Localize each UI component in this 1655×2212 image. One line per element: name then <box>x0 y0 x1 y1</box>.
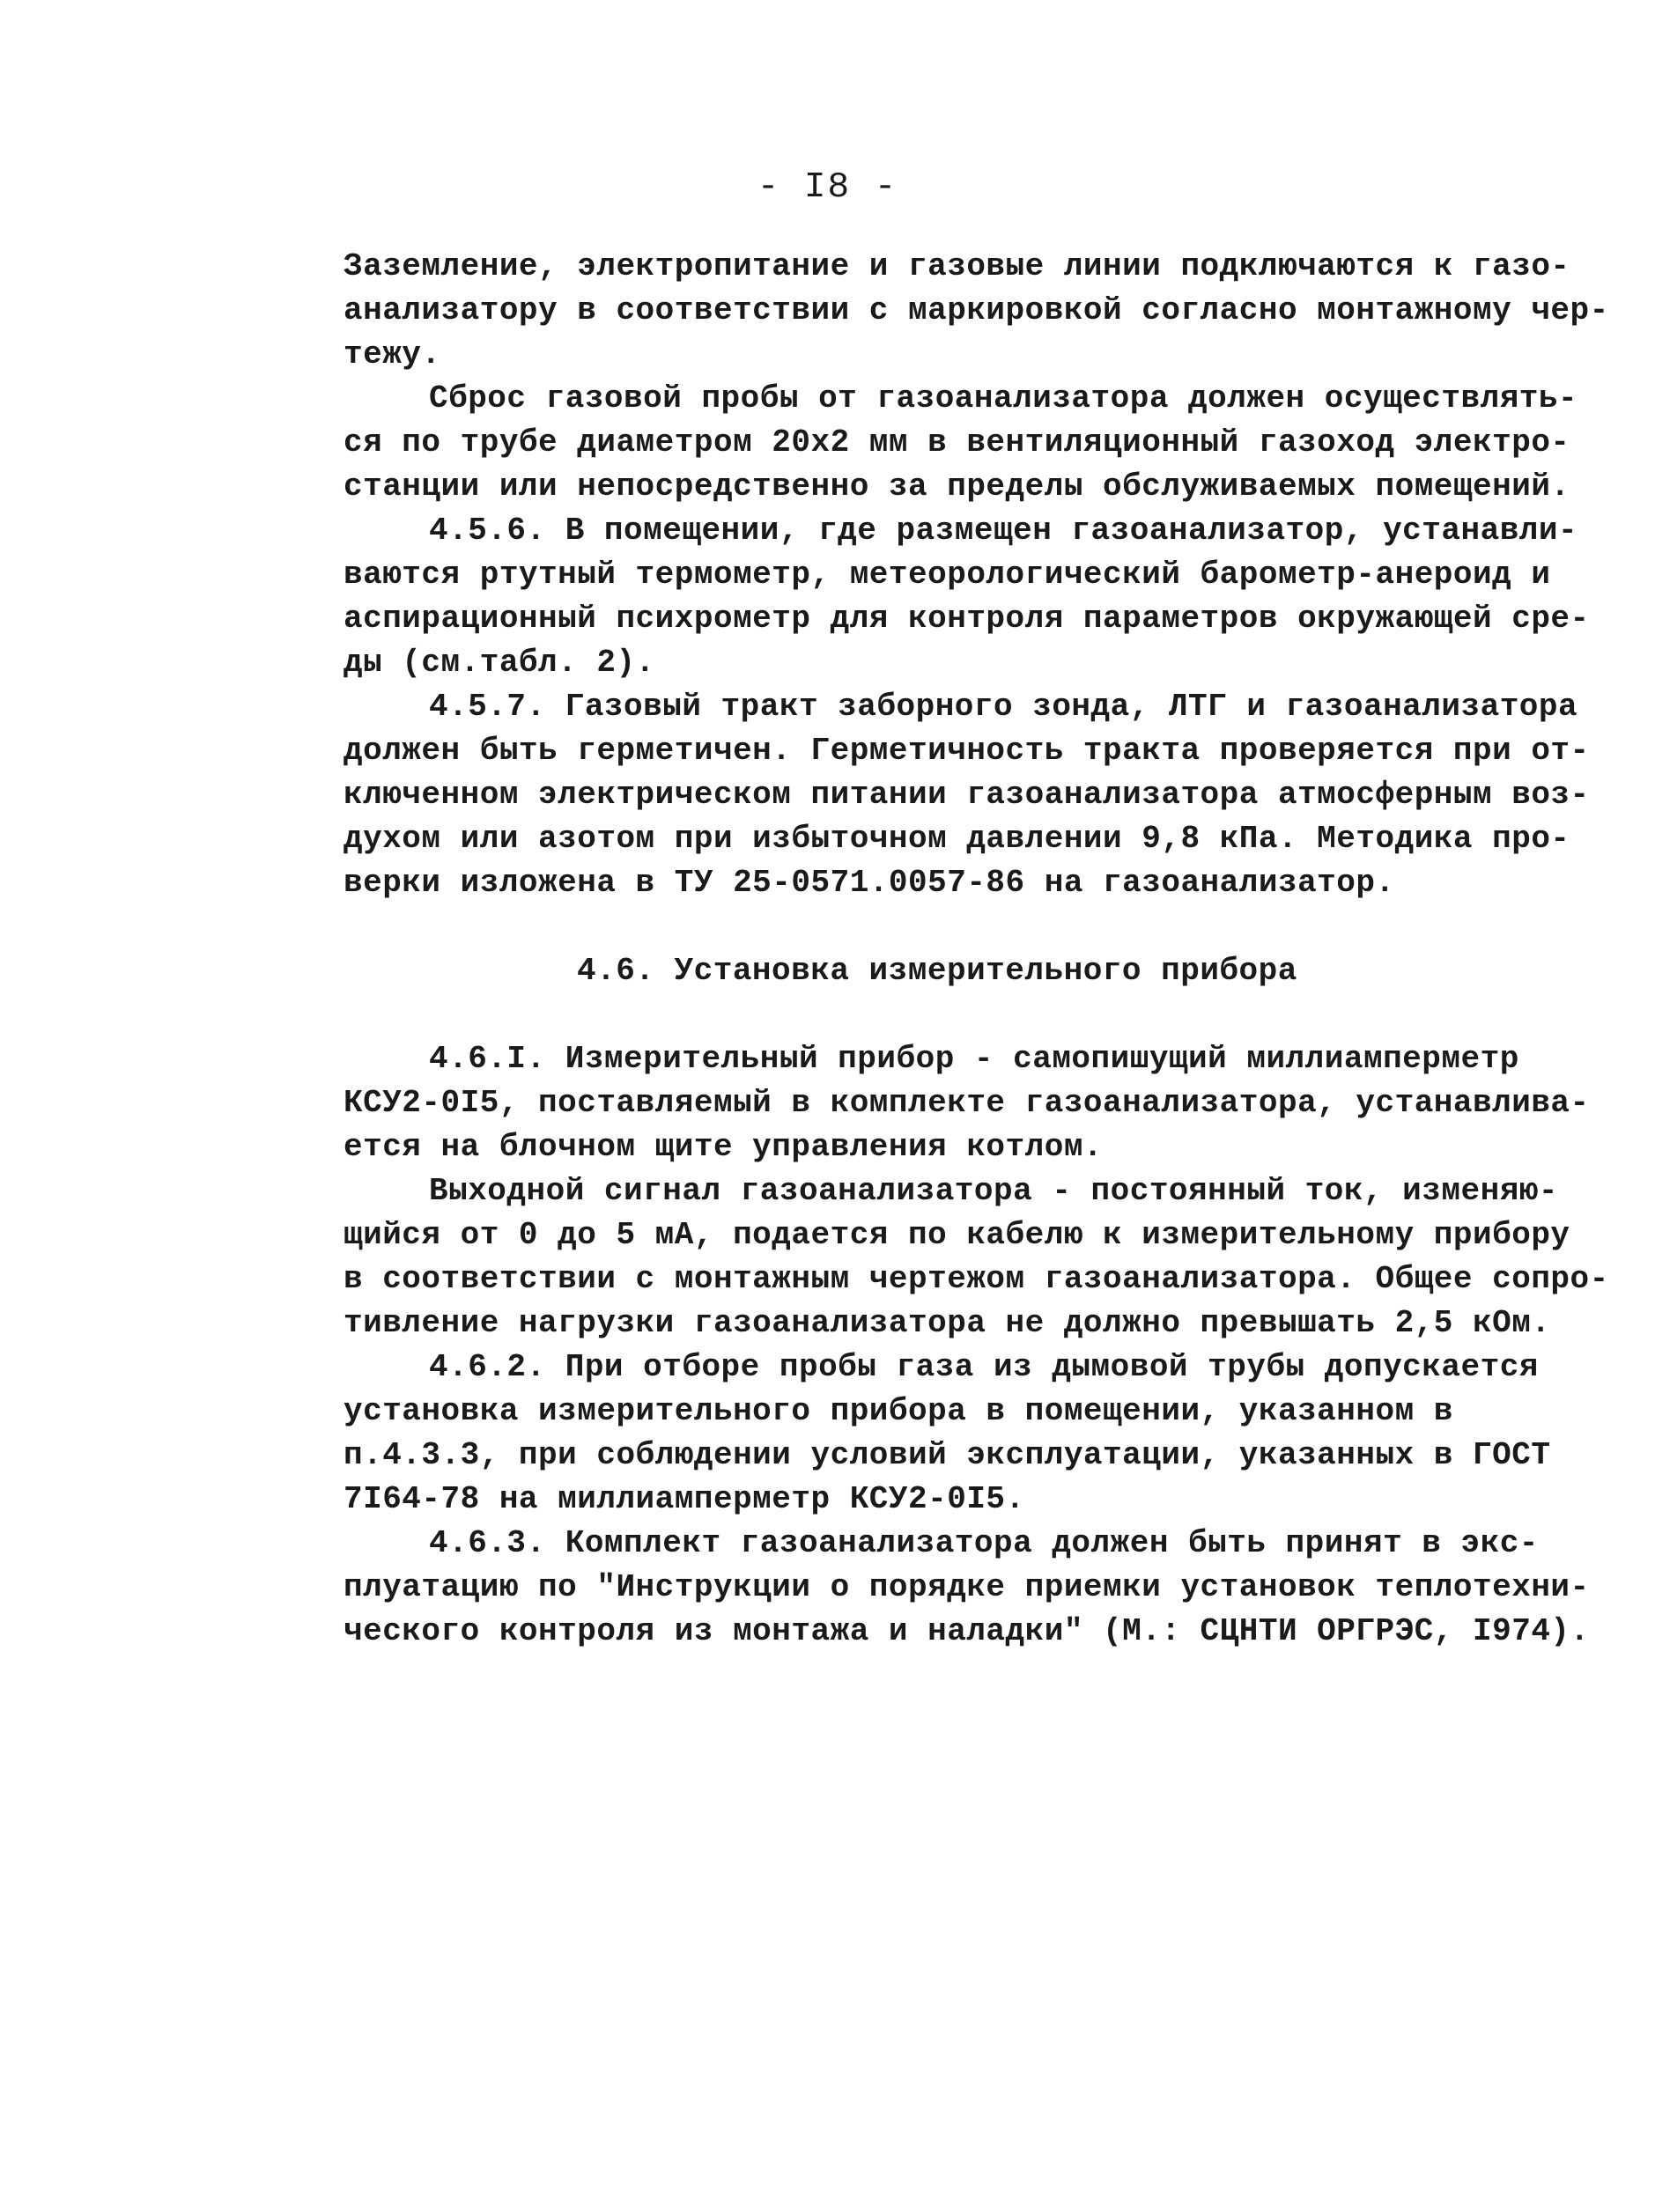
text-line: ется на блочном щите управления котлом. <box>344 1129 1104 1165</box>
text-line: ключенном электрическом питании газоанализатора атмосферным воз- <box>344 777 1590 813</box>
text-line: духом или азотом при избыточном давлении 9,8 кПа. Методика про- <box>344 821 1570 857</box>
text-line: щийся от 0 до 5 мА, подается по кабелю к измерительному прибору <box>344 1217 1570 1253</box>
text-line: 4.5.7. Газовый тракт заборного зонда, ЛТГ и газоанализатора <box>429 689 1578 725</box>
page-number: - I8 - <box>757 167 898 208</box>
text-line: станции или непосредственно за пределы обслуживаемых помещений. <box>344 468 1570 505</box>
text-line: Заземление, электропитание и газовые линии подключаются к газо- <box>344 248 1570 284</box>
text-line: 4.6.I. Измерительный прибор - самопишущий миллиамперметр <box>429 1041 1519 1077</box>
text-line: должен быть герметичен. Герметичность тракта проверяется при от- <box>344 733 1590 769</box>
text-line: 7I64-78 на миллиамперметр КСУ2-0I5. <box>344 1481 1025 1517</box>
text-line: установка измерительного прибора в помещении, указанном в <box>344 1393 1453 1429</box>
text-line: ся по трубе диаметром 20х2 мм в вентиляционный газоход электро- <box>344 424 1570 461</box>
text-line: Сброс газовой пробы от газоанализатора должен осуществлять- <box>429 380 1578 417</box>
text-line: Выходной сигнал газоанализатора - постоянный ток, изменяю- <box>429 1173 1559 1209</box>
text-line: верки изложена в ТУ 25-0571.0057-86 на газоанализатор. <box>344 865 1395 901</box>
text-line: в соответствии с монтажным чертежом газоанализатора. Общее сопро- <box>344 1261 1609 1297</box>
section-heading: 4.6. Установка измерительного прибора <box>577 953 1297 989</box>
text-line: тежу. <box>344 336 441 372</box>
text-line: аспирационный психрометр для контроля параметров окружающей сре- <box>344 601 1590 637</box>
text-line: ческого контроля из монтажа и наладки" (М.: СЦНТИ ОРГРЭС, I974). <box>344 1613 1590 1649</box>
text-line: плуатацию по "Инструкции о порядке приемки установок теплотехни- <box>344 1569 1590 1605</box>
text-line: 4.6.3. Комплект газоанализатора должен быть принят в экс- <box>429 1525 1539 1561</box>
text-line: 4.5.6. В помещении, где размещен газоанализатор, устанавли- <box>429 512 1578 549</box>
text-line: ды (см.табл. 2). <box>344 645 655 681</box>
text-line: п.4.3.3, при соблюдении условий эксплуатации, указанных в ГОСТ <box>344 1437 1551 1473</box>
text-line: анализатору в соответствии с маркировкой согласно монтажному чер- <box>344 292 1609 328</box>
text-line: тивление нагрузки газоанализатора не должно превышать 2,5 кОм. <box>344 1305 1551 1341</box>
text-line: ваются ртутный термометр, метеорологический барометр-анероид и <box>344 557 1551 593</box>
text-line: КСУ2-0I5, поставляемый в комплекте газоанализатора, устанавлива- <box>344 1085 1590 1121</box>
text-line: 4.6.2. При отборе пробы газа из дымовой трубы допускается <box>429 1349 1539 1385</box>
